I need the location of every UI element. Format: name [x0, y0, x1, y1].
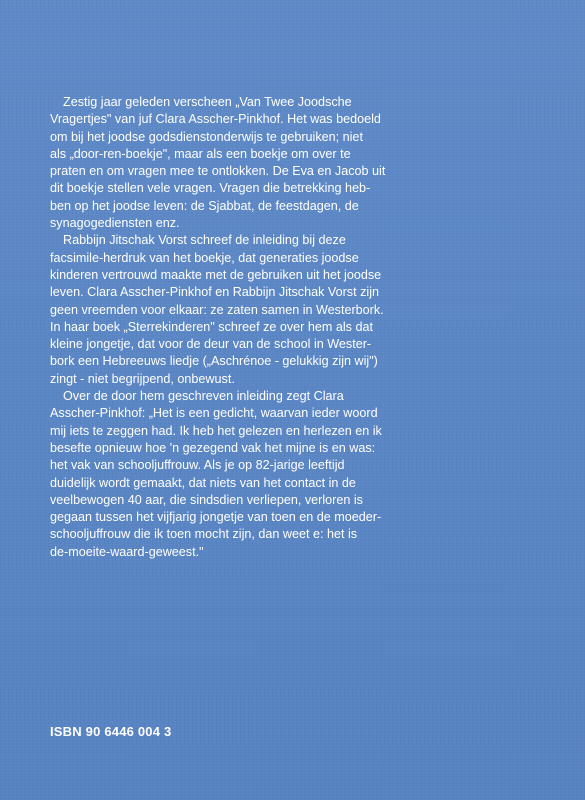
paragraph-3 [50, 388, 536, 561]
text-line: besefte opnieuw hoe 'n gezegend vak het mijne is en was: [50, 440, 376, 455]
text-line: facsimile-herdruk van het boekje, dat generaties joodse [50, 250, 359, 265]
text-line: ben op het joodse leven: de Sjabbat, de feestdagen, de [50, 198, 359, 213]
blurb-text [50, 94, 536, 561]
text-line: In haar boek „Sterrekinderen" schreef ze over hem als dat [50, 319, 373, 334]
text-line: Rabbijn Jitschak Vorst schreef de inleiding bij deze [63, 233, 346, 248]
text-line: Asscher-Pinkhof: „Het is een gedicht, waarvan ieder woord [50, 406, 378, 421]
text-line: synagogediensten enz. [50, 216, 180, 231]
text-line: Vragertjes" van juf Clara Asscher-Pinkhof. Het was bedoeld [50, 112, 381, 127]
paragraph-2 [50, 232, 536, 388]
text-line: Zestig jaar geleden verscheen „Van Twee Joodsche [63, 95, 352, 109]
text-line: veelbewogen 40 aar, die sindsdien verliepen, verloren is [50, 492, 363, 507]
text-line: het vak van schooljuffrouw. Als je op 82-jarige leeftijd [50, 458, 345, 473]
text-line: de-moeite-waard-geweest." [50, 544, 204, 559]
text-line: zingt - niet begrijpend, onbewust. [50, 371, 235, 386]
text-line: geen vreemden voor elkaar: ze zaten samen in Westerbork. [50, 302, 384, 317]
text-line: mij iets te zeggen had. Ik heb het gelezen en herlezen en ik [50, 423, 382, 438]
paragraph-1 [50, 94, 536, 232]
text-line: Over de door hem geschreven inleiding zegt Clara [63, 389, 344, 404]
text-line: om bij het joodse godsdienstonderwijs te gebruiken; niet [50, 129, 363, 144]
text-line: kleine jongetje, dat voor de deur van de school in Wester- [50, 337, 372, 352]
text-line: gegaan tussen het vijfjarig jongetje van toen en de moeder- [50, 510, 382, 525]
text-line: dit boekje stellen vele vragen. Vragen die betrekking heb- [50, 181, 371, 196]
text-line: als „door-ren-boekje", maar als een boekje om over te [50, 146, 351, 161]
isbn-number: ISBN 90 6446 004 3 [50, 724, 172, 739]
text-line: schooljuffrouw die ik toen mocht zijn, dan weet e: het is [50, 527, 358, 542]
text-line: leven. Clara Asscher-Pinkhof en Rabbijn Jitschak Vorst zijn [50, 285, 379, 300]
text-line: praten en om vragen mee te ontlokken. De Eva en Jacob uit [50, 164, 386, 179]
text-line: bork een Hebreeuws liedje („Aschrénoe - gelukkig zijn wij") [50, 354, 378, 369]
text-line: kinderen vertrouwd maakte met de gebruiken uit het joodse [50, 267, 382, 282]
text-line: duidelijk wordt gemaakt, dat niets van het contact in de [50, 475, 356, 490]
